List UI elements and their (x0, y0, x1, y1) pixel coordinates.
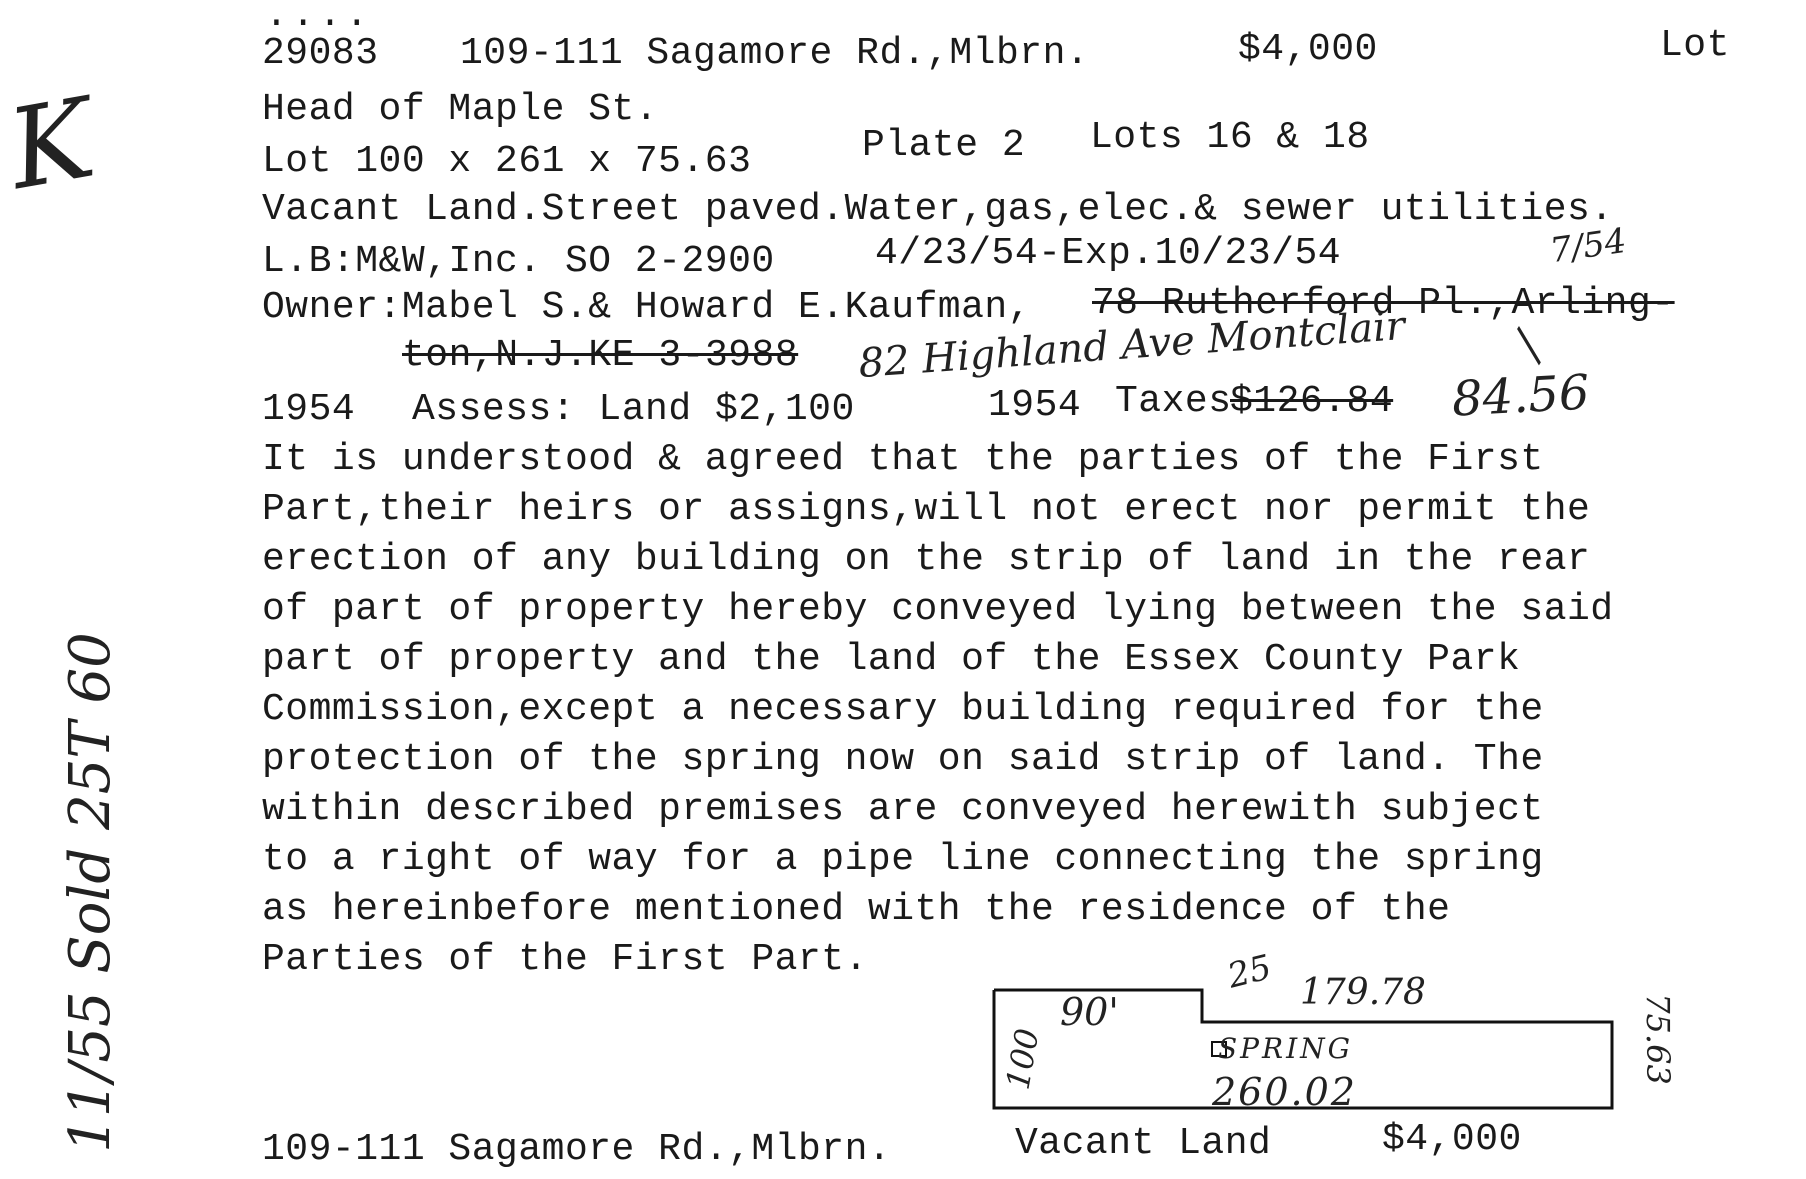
lot-dimensions: Lot 100 x 261 x 75.63 (262, 140, 752, 183)
listing-price: $4,000 (1238, 28, 1378, 71)
plate-number: Plate 2 (862, 124, 1026, 167)
owner-old-address-line1: 78 Rutherford Pl.,Arling- (1092, 282, 1675, 325)
assess-year: 1954 (262, 388, 356, 431)
restriction-line: erection of any building on the strip of land in the rear (262, 538, 1591, 581)
restriction-line: as hereinbefore mentioned with the residence of the (262, 888, 1451, 931)
handwritten-new-address: 82 Highland Ave Montclair (857, 302, 1407, 388)
plot-offset: 25 (1223, 947, 1276, 997)
plot-left-side: 100 (998, 1025, 1047, 1093)
footer-price: $4,000 (1382, 1118, 1522, 1161)
property-description: Vacant Land.Street paved.Water,gas,elec.& sewer utilities. (262, 188, 1614, 231)
restriction-line: part of property and the land of the Essex County Park (262, 638, 1521, 681)
listing-type: Lot (1660, 24, 1730, 67)
assessment: Assess: Land $2,100 (412, 388, 855, 431)
taxes-label: Taxes (1115, 380, 1232, 423)
footer-address: 109-111 Sagamore Rd.,Mlbrn. (262, 1128, 892, 1171)
location-text: Head of Maple St. (262, 88, 659, 131)
restriction-line: protection of the spring now on said strip of land. The (262, 738, 1544, 781)
handwritten-new-taxes: 84.56 (1450, 364, 1591, 428)
listing-dates: 4/23/54-Exp.10/23/54 (875, 232, 1342, 275)
card-dots: .... (265, 0, 373, 37)
owner-name: Owner:Mabel S.& Howard E.Kaufman, (262, 286, 1032, 329)
margin-initial: K (0, 73, 103, 215)
restriction-line: of part of property hereby conveyed lying between the said (262, 588, 1614, 631)
restriction-line: Parties of the First Part. (262, 938, 868, 981)
tax-year: 1954 (988, 384, 1082, 427)
restriction-line: within described premises are conveyed herewith subject (262, 788, 1544, 831)
margin-sold-note: 11/55 Sold 25T 60 (57, 632, 123, 1153)
restriction-line: to a right of way for a pipe line connecting the spring (262, 838, 1544, 881)
listing-id: 29083 (262, 32, 379, 75)
restriction-line: Commission,except a necessary building required for the (262, 688, 1544, 731)
plot-bottom: 260.02 (1212, 1070, 1357, 1114)
plot-right-side: 75.63 (1638, 993, 1677, 1085)
check-mark: / (1500, 324, 1555, 366)
restriction-line: Part,their heirs or assigns,will not erect nor permit the (262, 488, 1591, 531)
listing-broker: L.B:M&W,Inc. SO 2-2900 (262, 240, 775, 283)
owner-old-address-line2: ton,N.J.KE 3-3988 (402, 334, 799, 377)
lot-numbers: Lots 16 & 18 (1090, 116, 1370, 159)
plot-spring-label: SPRING (1218, 1032, 1354, 1065)
listing-address: 109-111 Sagamore Rd.,Mlbrn. (460, 32, 1090, 75)
plot-front-short: 90' (1060, 990, 1119, 1034)
handwritten-date-note: 7/54 (1547, 220, 1629, 272)
plot-rear: 179.78 (1300, 972, 1426, 1013)
taxes-old-value: $126.84 (1230, 380, 1394, 423)
footer-type: Vacant Land (1015, 1122, 1272, 1165)
restriction-line: It is understood & agreed that the parties of the First (262, 438, 1544, 481)
